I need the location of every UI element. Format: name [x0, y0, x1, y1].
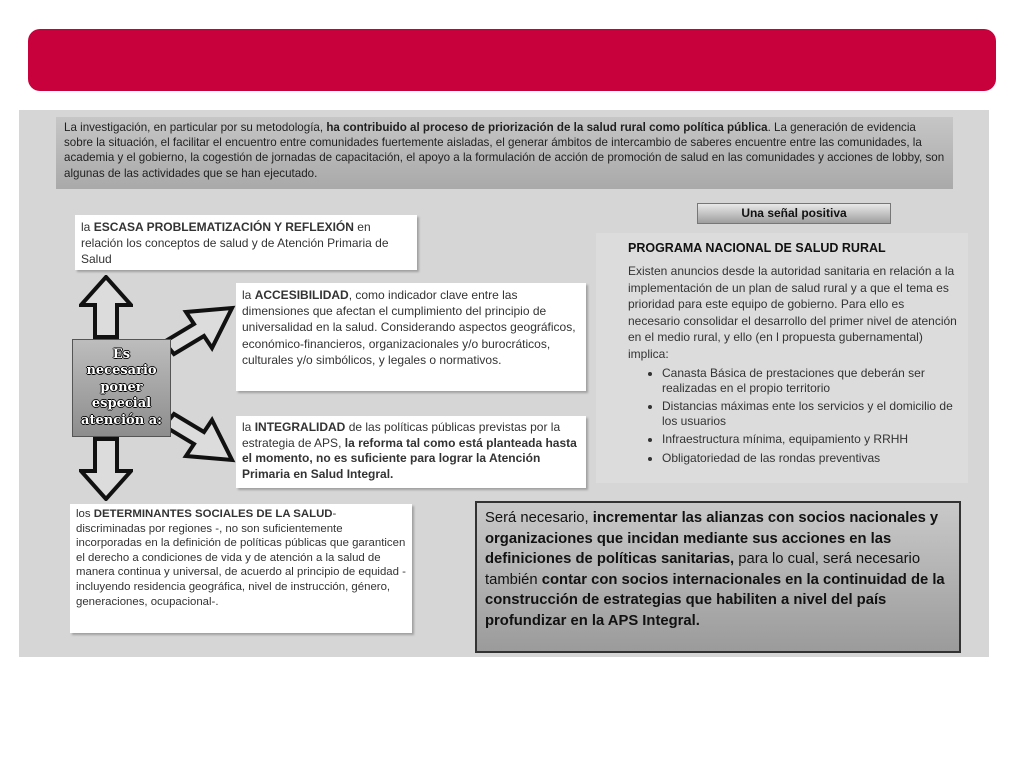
- atencion-center-text: Es necesario poner especial atención a:: [81, 346, 162, 428]
- determinantes-text: - discriminadas por regiones -, no son suficientemente incorporadas en la definición de políticas públicas que garanticen el derecho a condiciones de vida y de atención a la salud de manera continua y universal, de acuerdo al principio de equidad - incluyendo residencia geográfica, nivel de instrucción, género, generaciones, ocupacional-.: [76, 508, 406, 608]
- list-item: • Canasta Básica de prestaciones que deberán ser realizadas en el propio territorio: [662, 366, 958, 395]
- arrow-down-right-icon: [160, 410, 236, 470]
- list-item: • Infraestructura mínima, equipamiento y RRHH: [662, 432, 958, 447]
- necesario-emphasis-1: incrementar las alianzas con socios nacionales y organizaciones que incidan mediante sus acciones en las definiciones de políticas sanitarias,: [485, 510, 939, 568]
- programa-list: [628, 366, 958, 465]
- intro-text: [56, 117, 953, 189]
- arrow-up-right-icon: [160, 298, 236, 358]
- necesario-emphasis-2: contar con socios internacionales en la continuidad de la construcción de estrategias que habiliten a nivel del país profundizar en la APS Integral.: [485, 571, 945, 629]
- title-bar: [28, 29, 996, 91]
- intro-text-part1: La investigación, en particular por su metodología,: [64, 121, 327, 134]
- escasa-heading: ESCASA PROBLEMATIZACIÓN Y REFLEXIÓN: [93, 220, 354, 234]
- accesibilidad-box: [236, 283, 586, 391]
- programa-nacional-box: [596, 233, 968, 483]
- necesario-text-2: para lo cual, será necesario también: [485, 551, 921, 588]
- arrow-down-icon: [79, 437, 133, 501]
- accesibilidad-text: , como indicador clave entre las dimensiones que afectan el cumplimiento del principio de universalidad en la salud. Considerando aspectos geográficos, económico-financieros, organizacionales y/o burocráticos, culturales y/o simbólicos, y legales o normativos.: [242, 288, 576, 367]
- accesibilidad-heading: ACCESIBILIDAD: [254, 288, 349, 302]
- escasa-prefix: la: [81, 220, 94, 234]
- atencion-center-box: [72, 339, 171, 437]
- positive-signal-label: Una señal positiva: [697, 203, 891, 224]
- sera-necesario-box: [475, 501, 961, 653]
- programa-title: PROGRAMA NACIONAL DE SALUD RURAL: [628, 241, 886, 255]
- intro-text-bold: ha contribuido al proceso de priorización de la salud rural como política pública: [326, 121, 768, 134]
- accesibilidad-prefix: la: [242, 288, 255, 302]
- list-item: • Distancias máximas ente los servicios y el domicilio de los usuarios: [662, 399, 958, 428]
- programa-text: Existen anuncios desde la autoridad sanitaria en relación a la implementación de un plan de salud rural y a que el tema es prioridad para este equipo de gobierno. Para ello es necesario consolidar el desarrollo del primer nivel de atención en el medio rural, y ello (en l propuesta gubernamental) implica:: [628, 264, 957, 361]
- determinantes-prefix: los: [76, 508, 94, 520]
- intro-text-part2: . La generación de evidencia sobre la situación, el facilitar el encuentro entre comunidades fuertemente aisladas, el generar ámbitos de intercambio de saberes encuentre entre las comunidades, la academia y el gobierno, la cogestión de jornadas de capacitación, el apoyo a la formulación de acción de promoción de salud en las comunidades y acciones de lobby, son algunas de las actividades que se han ejecutado.: [64, 121, 945, 180]
- arrow-up-icon: [79, 275, 133, 339]
- escasa-text: en relación los conceptos de salud y de Atención Primaria de Salud: [81, 220, 389, 266]
- necesario-text-1: Será necesario,: [485, 510, 593, 526]
- integralidad-emphasis: la reforma tal como está planteada hasta el momento, no es suficiente para lograr la Atención Primaria en Salud Integral.: [242, 435, 577, 481]
- integralidad-heading: INTEGRALIDAD: [254, 420, 346, 434]
- determinantes-sociales-box: [70, 504, 412, 633]
- determinantes-heading: DETERMINANTES SOCIALES DE LA SALUD: [93, 508, 333, 520]
- integralidad-box: [236, 416, 586, 488]
- integralidad-prefix: la: [242, 420, 255, 434]
- escasa-problematizacion-box: [75, 215, 417, 270]
- list-item: • Obligatoriedad de las rondas preventivas: [662, 451, 958, 466]
- integralidad-text: de las políticas públicas previstas por la estrategia de APS,: [242, 420, 561, 450]
